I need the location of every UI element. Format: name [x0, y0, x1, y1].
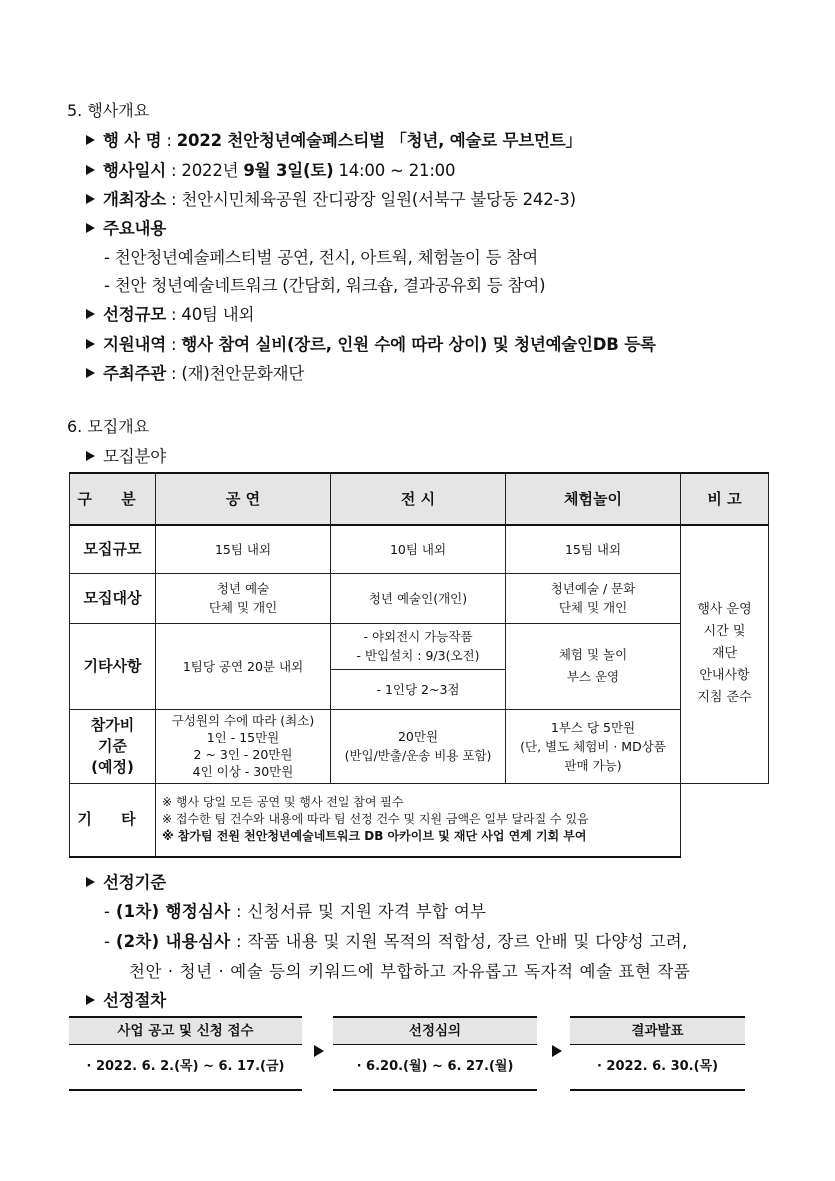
event-date-line	[86, 157, 455, 181]
separator: :	[165, 364, 182, 383]
procedure-title-line	[86, 987, 166, 1011]
triangle-bullet-icon	[86, 995, 95, 1005]
header-category: 구 분	[70, 473, 156, 525]
venue-label: 개최장소	[103, 190, 166, 209]
table-row	[70, 623, 769, 669]
cell-value: 청년 예술 단체 및 개인	[156, 573, 331, 623]
triangle-bullet-icon	[86, 194, 95, 204]
header-performance: 공 연	[156, 473, 331, 525]
main-content-item: - 천안 청년예술네트워크 (간담회, 워크숍, 결과공유회 등 참여)	[104, 276, 546, 295]
cell-value: - 야외전시 가능작품 - 반입설치 : 9/3(오전)	[331, 623, 506, 669]
support-value: 행사 참여 실비(장르, 인원 수에 따라 상이) 및 청년예술인DB 등록	[181, 335, 656, 354]
host-line	[86, 360, 304, 384]
table-row	[70, 525, 769, 573]
support-line	[86, 331, 656, 355]
selection-scale-value: 40팀 내외	[181, 305, 255, 324]
arrow-right-icon	[552, 1045, 562, 1057]
cell-value: 청년 예술인(개인)	[331, 573, 506, 623]
row-label-scale: 모집규모	[70, 525, 156, 573]
criteria-item: - (2차) 내용심사 : 작품 내용 및 지원 목적의 적합성, 장르 안배 및 다양성 고려,	[104, 932, 688, 951]
cell-value: 구성원의 수에 따라 (최소) 1인 - 15만원 2 ~ 3인 - 20만원 4인 이상 - 30만원	[156, 709, 331, 783]
criteria-item: - (1차) 행정심사 : 신청서류 및 지원 자격 부합 여부	[104, 902, 487, 921]
event-date-year: 2022년	[181, 161, 244, 180]
table-row	[70, 709, 769, 783]
event-name-line	[86, 127, 582, 151]
remark-cell	[681, 525, 769, 783]
venue-line	[86, 186, 576, 210]
separator: :	[165, 161, 182, 180]
venue-value: 천안시민체육공원 잔디광장 일원(서북구 불당동 242-3)	[181, 190, 576, 209]
triangle-bullet-icon	[86, 451, 95, 461]
event-name-label: 행 사 명	[103, 131, 162, 150]
cell-value: 1팀당 공연 20분 내외	[156, 623, 331, 709]
separator: :	[161, 131, 177, 150]
procedure-step-3	[570, 1016, 745, 1091]
cell-value: 20만원 (반입/반출/운송 비용 포함)	[331, 709, 506, 783]
main-content-item: - 천안청년예술페스티벌 공연, 전시, 아트웍, 체험놀이 등 참여	[104, 248, 538, 267]
triangle-bullet-icon	[86, 135, 95, 145]
support-label: 지원내역	[103, 335, 166, 354]
triangle-bullet-icon	[86, 368, 95, 378]
remark-line: 지침 준수	[697, 690, 752, 706]
remark-line: 안내사항	[699, 668, 750, 684]
procedure-title: 선정절차	[103, 991, 166, 1010]
host-label: 주최주관	[103, 364, 166, 383]
header-exhibition: 전 시	[331, 473, 506, 525]
main-content-line	[86, 215, 166, 239]
recruit-table	[69, 472, 769, 858]
row-label-etc: 기타사항	[70, 623, 156, 709]
table-row	[70, 783, 769, 857]
step-title: 선정심의	[333, 1018, 537, 1045]
separator: :	[165, 335, 182, 354]
recruit-field-line	[86, 443, 166, 467]
step-date: · 2022. 6. 2.(목) ~ 6. 17.(금)	[86, 1059, 285, 1074]
criteria-continuation: 천안 · 청년 · 예술 등의 키워드에 부합하고 자유롭고 독자적 예술 표현 작품	[129, 962, 691, 981]
separator: :	[165, 305, 182, 324]
cell-value: - 1인당 2~3점	[331, 669, 506, 709]
step-date: · 2022. 6. 30.(목)	[596, 1059, 719, 1074]
notes-cell	[156, 783, 681, 857]
cell-value: 체험 및 놀이 부스 운영	[506, 623, 681, 709]
note-line: ※ 행사 당일 모든 공연 및 행사 전일 참여 필수	[162, 795, 404, 810]
triangle-bullet-icon	[86, 165, 95, 175]
separator: :	[165, 190, 182, 209]
section-5-title: 5. 행사개요	[67, 101, 150, 120]
procedure-step-1	[69, 1016, 302, 1091]
event-date-label: 행사일시	[103, 161, 166, 180]
triangle-bullet-icon	[86, 339, 95, 349]
event-date-time: 14:00 ~ 21:00	[333, 161, 456, 180]
step-date: · 6.20.(월) ~ 6. 27.(월)	[356, 1059, 514, 1074]
remark-line: 재단	[711, 646, 738, 662]
header-experience: 체험놀이	[506, 473, 681, 525]
section-6-title: 6. 모집개요	[67, 417, 150, 436]
header-remark: 비 고	[681, 473, 769, 525]
triangle-bullet-icon	[86, 223, 95, 233]
selection-scale-label: 선정규모	[103, 305, 166, 324]
selection-scale-line	[86, 301, 254, 325]
note-line: ※ 접수한 팀 건수와 내용에 따라 팀 선정 건수 및 지원 금액은 일부 달라질 수 있음	[162, 812, 589, 827]
triangle-bullet-icon	[86, 309, 95, 319]
step-title: 사업 공고 및 신청 접수	[69, 1018, 302, 1045]
cell-value: 10팀 내외	[331, 525, 506, 573]
row-label-fee: 참가비 기준 (예정)	[70, 709, 156, 783]
table-row	[70, 573, 769, 623]
row-label-other: 기 타	[70, 783, 156, 857]
cell-value: 15팀 내외	[156, 525, 331, 573]
criteria-title-line	[86, 869, 166, 893]
cell-value: 1부스 당 5만원 (단, 별도 체험비 · MD상품 판매 가능)	[506, 709, 681, 783]
cell-value: 청년예술 / 문화 단체 및 개인	[506, 573, 681, 623]
note-line: ※ 참가팀 전원 천안청년예술네트워크 DB 아카이브 및 재단 사업 연계 기회 부여	[162, 829, 587, 844]
recruit-field-title: 모집분야	[103, 447, 166, 466]
procedure-step-2	[333, 1016, 537, 1091]
criteria-title: 선정기준	[103, 873, 166, 892]
arrow-right-icon	[314, 1045, 324, 1057]
remark-line: 시간 및	[703, 624, 746, 640]
event-date-day: 9월 3일(토)	[243, 161, 334, 180]
main-content-label: 주요내용	[103, 219, 166, 238]
host-value: (재)천안문화재단	[181, 364, 305, 383]
triangle-bullet-icon	[86, 877, 95, 887]
step-title: 결과발표	[570, 1018, 745, 1045]
table-header-row	[70, 473, 769, 525]
event-name-value: 2022 천안청년예술페스티벌 「청년, 예술로 무브먼트」	[176, 131, 582, 150]
row-label-target: 모집대상	[70, 573, 156, 623]
remark-line: 행사 운영	[697, 602, 752, 618]
cell-value: 15팀 내외	[506, 525, 681, 573]
